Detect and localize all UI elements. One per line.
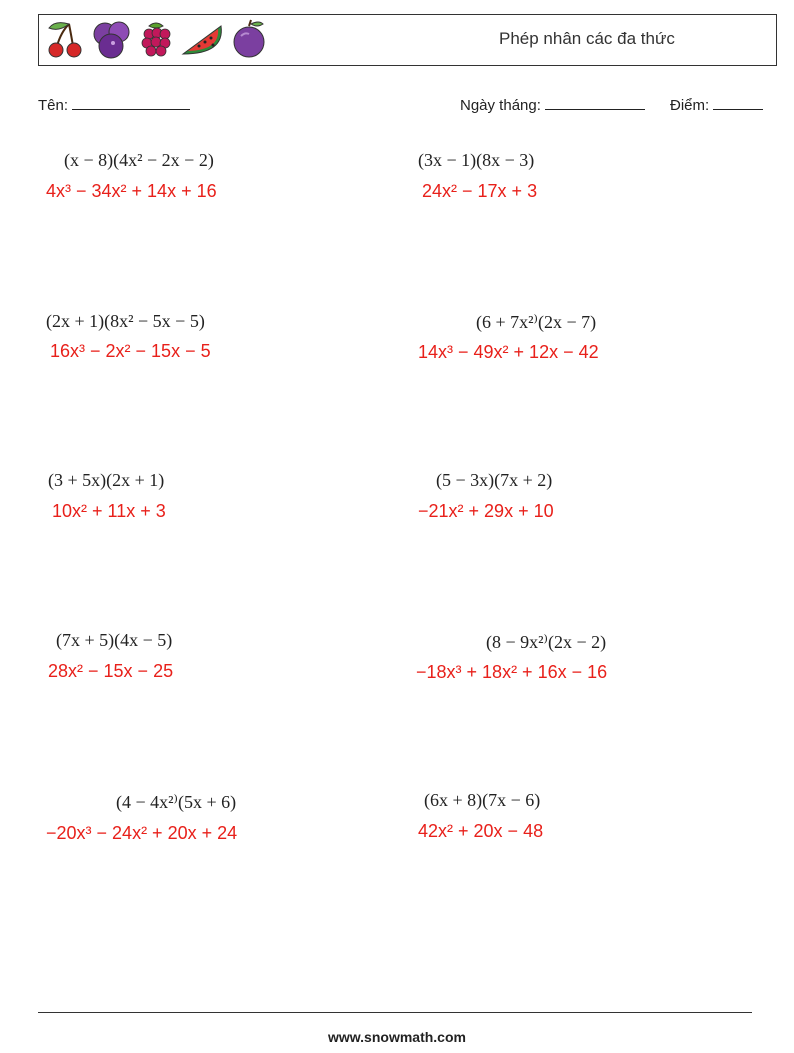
watermelon-icon <box>179 18 225 60</box>
problem-question: (4 − 4x²⁾(5x + 6) <box>116 792 237 812</box>
date-blank[interactable] <box>545 95 645 110</box>
problem-answer: −21x² + 29x + 10 <box>418 501 554 521</box>
problem-answer: −20x³ − 24x² + 20x + 24 <box>46 823 238 843</box>
problem-question: (3x − 1)(8x − 3) <box>418 150 535 170</box>
problem-answer: 4x³ − 34x² + 14x + 16 <box>46 181 217 201</box>
problem-answer: −18x³ + 18x² + 16x − 16 <box>416 662 608 682</box>
problem-answer: 14x³ − 49x² + 12x − 42 <box>418 342 599 362</box>
cherry-icon <box>43 18 85 60</box>
plum-icon <box>89 18 133 60</box>
score-field[interactable] <box>670 95 763 114</box>
footer-url[interactable]: www.snowmath.com <box>328 1029 466 1045</box>
name-field[interactable] <box>38 95 190 114</box>
date-field[interactable] <box>460 95 645 114</box>
worksheet-header <box>38 14 777 66</box>
page-title: Phép nhân các đa thức <box>499 29 675 48</box>
problem-question: (6x + 8)(7x − 6) <box>424 790 541 810</box>
problem-answer: 16x³ − 2x² − 15x − 5 <box>50 341 211 361</box>
problem-question: (3 + 5x)(2x + 1) <box>48 470 165 490</box>
problem-question: (x − 8)(4x² − 2x − 2) <box>64 150 214 170</box>
footer-divider <box>38 1012 752 1013</box>
score-blank[interactable] <box>713 95 763 110</box>
fruit-icons <box>43 18 269 60</box>
name-blank[interactable] <box>72 95 190 110</box>
problem-answer: 28x² − 15x − 25 <box>48 661 174 681</box>
problem-answer: 42x² + 20x − 48 <box>418 821 544 841</box>
problem-question: (2x + 1)(8x² − 5x − 5) <box>46 311 205 331</box>
problem-question: (8 − 9x²⁾(2x − 2) <box>486 632 607 652</box>
score-label: Điểm: <box>670 97 710 114</box>
problem-question: (7x + 5)(4x − 5) <box>56 630 173 650</box>
name-label: Tên: <box>38 97 69 114</box>
date-label: Ngày tháng: <box>460 97 541 114</box>
problem-answer: 24x² − 17x + 3 <box>422 181 538 201</box>
eggplant-plum-icon <box>229 18 269 60</box>
raspberry-icon <box>137 18 175 60</box>
problem-question: (6 + 7x²⁾(2x − 7) <box>476 312 597 332</box>
problem-answer: 10x² + 11x + 3 <box>52 501 166 521</box>
problem-question: (5 − 3x)(7x + 2) <box>436 470 553 490</box>
